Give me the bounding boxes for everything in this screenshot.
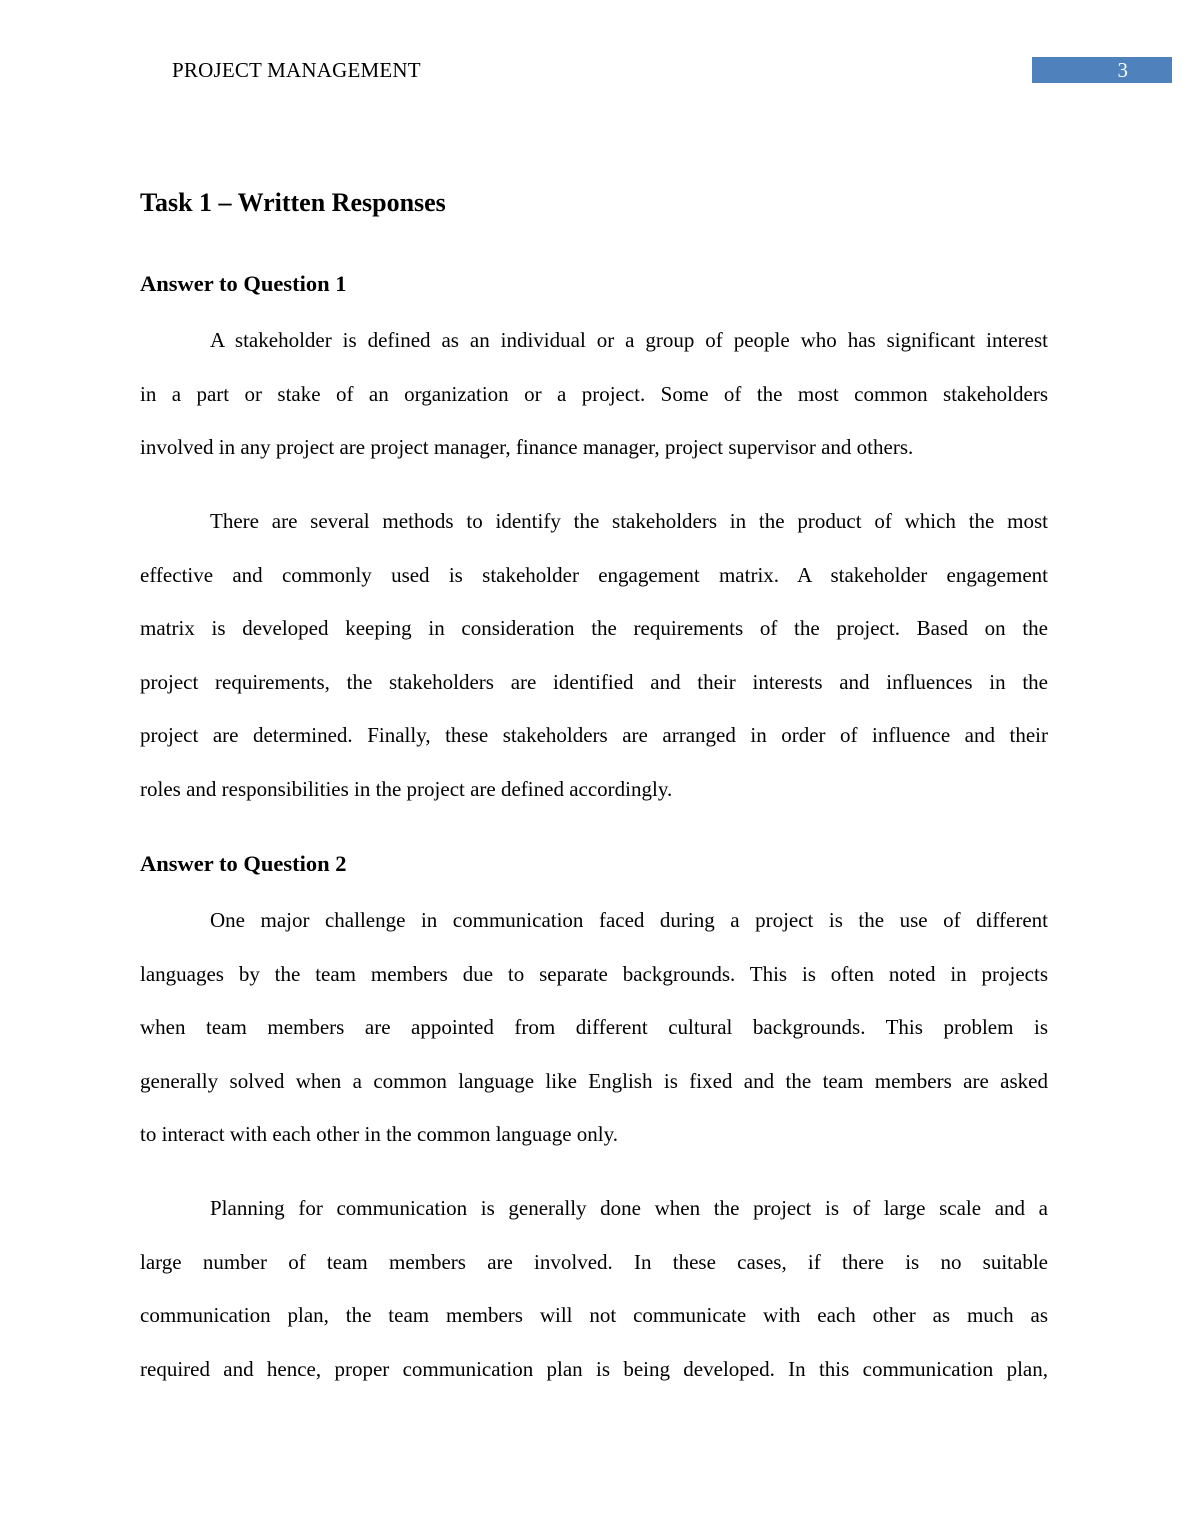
text-line: involved in any project are project manager, finance manager, project supervisor and others. — [140, 435, 914, 460]
paragraph — [140, 495, 1048, 817]
page-number: 3 — [1032, 57, 1172, 83]
text-line: A stakeholder is defined as an individual or a group of people who has significant interest — [210, 328, 1048, 352]
text-line: when team members are appointed from different cultural backgrounds. This problem is — [140, 1015, 1048, 1040]
text-line: effective and commonly used is stakeholder engagement matrix. A stakeholder engagement — [140, 562, 1048, 587]
text-line: project requirements, the stakeholders are identified and their interests and influences in the — [140, 669, 1048, 694]
running-header-title: PROJECT MANAGEMENT — [172, 58, 421, 82]
text-line: matrix is developed keeping in consideration the requirements of the project. Based on the — [140, 616, 1048, 641]
text-line: to interact with each other in the common language only. — [140, 1122, 618, 1147]
text-line: One major challenge in communication faced during a project is the use of different — [210, 908, 1048, 932]
text-line: in a part or stake of an organization or a project. Some of the most common stakeholders — [140, 381, 1048, 406]
text-line: communication plan, the team members will not communicate with each other as much as — [140, 1303, 1048, 1328]
section-heading-q1: Answer to Question 1 — [140, 271, 347, 296]
paragraph-continued — [140, 1182, 1048, 1396]
text-line: There are several methods to identify the stakeholders in the product of which the most — [210, 509, 1048, 533]
paragraph — [140, 314, 1048, 475]
text-line: Planning for communication is generally done when the project is of large scale and a — [210, 1196, 1048, 1220]
section-heading-q2: Answer to Question 2 — [140, 851, 347, 876]
text-line: project are determined. Finally, these stakeholders are arranged in order of influence and their — [140, 723, 1048, 748]
text-line: languages by the team members due to separate backgrounds. This is often noted in projects — [140, 961, 1048, 986]
text-line: generally solved when a common language like English is fixed and the team members are asked — [140, 1068, 1048, 1093]
text-line: roles and responsibilities in the project are defined accordingly. — [140, 776, 673, 801]
document-heading: Task 1 – Written Responses — [140, 188, 446, 217]
paragraph — [140, 894, 1048, 1162]
text-line: required and hence, proper communication plan is being developed. In this communication plan, — [140, 1356, 1048, 1381]
text-line: large number of team members are involved. In these cases, if there is no suitable — [140, 1249, 1048, 1274]
